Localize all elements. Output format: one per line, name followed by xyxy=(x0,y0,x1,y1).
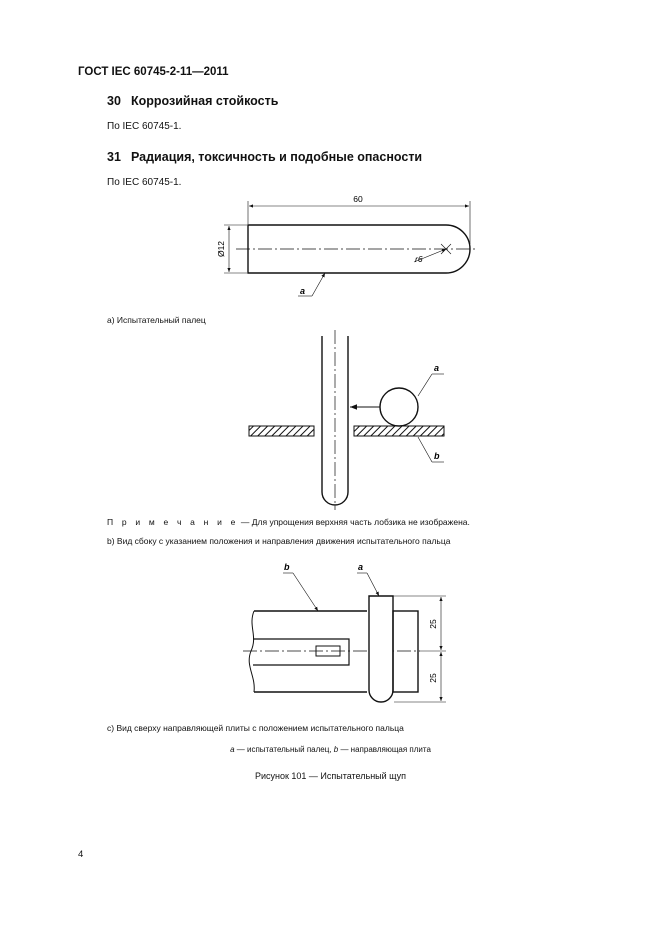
section-number: 31 xyxy=(107,150,121,164)
legend-text-b: — направляющая плита xyxy=(338,745,431,754)
label-a-top: a xyxy=(358,562,364,572)
section-title: Коррозийная стойкость xyxy=(131,94,279,108)
label-b-side: b xyxy=(434,451,440,461)
figure-title: Рисунок 101 — Испытательный щуп xyxy=(254,771,407,781)
legend-text-a: — испытательный палец, xyxy=(234,745,334,754)
dim-radius-label: r6 xyxy=(415,254,423,264)
finger-body-block xyxy=(393,611,418,692)
caption-b: b) Вид сбоку с указанием положения и направления движения испытательного пальца xyxy=(107,536,451,546)
drawing-a-test-finger xyxy=(216,194,478,296)
section-30-body: По IEC 60745-1. xyxy=(107,121,182,132)
figure-note xyxy=(107,517,470,527)
document-code-header: ГОСТ IEC 60745-2-11—2011 xyxy=(78,66,229,78)
label-a-side: a xyxy=(434,363,440,373)
figure-legend xyxy=(0,745,661,754)
caption-c: c) Вид сверху направляющей плиты с положением испытательного пальца xyxy=(107,723,404,733)
caption-a: a) Испытательный палец xyxy=(107,315,206,325)
dim-length-label: 60 xyxy=(353,194,363,204)
test-finger-ball xyxy=(380,388,418,426)
drawing-b-side-view xyxy=(249,330,444,510)
label-b-top: b xyxy=(284,562,290,572)
label-a-finger: a xyxy=(300,286,306,296)
dim-bottom-label: 25 xyxy=(428,673,438,683)
legend-key-b: b xyxy=(333,745,339,754)
plate-break-line xyxy=(249,611,254,692)
section-number: 30 xyxy=(107,94,121,108)
dim-diameter-label: Ø12 xyxy=(216,240,226,258)
guide-plate-left xyxy=(249,426,314,436)
legend-key-a: a xyxy=(230,745,235,754)
finger-top-outline xyxy=(369,596,393,702)
guide-plate-right xyxy=(354,426,444,436)
page-number: 4 xyxy=(78,849,84,860)
drawing-c-top-view xyxy=(243,562,446,702)
section-title: Радиация, токсичность и подобные опасности xyxy=(131,150,423,164)
dim-top-label: 25 xyxy=(428,619,438,629)
section-31-body: По IEC 60745-1. xyxy=(107,177,182,188)
note-label: П р и м е ч а н и е xyxy=(107,517,239,527)
note-text: — Для упрощения верхняя часть лобзика не изображена. xyxy=(238,517,470,527)
